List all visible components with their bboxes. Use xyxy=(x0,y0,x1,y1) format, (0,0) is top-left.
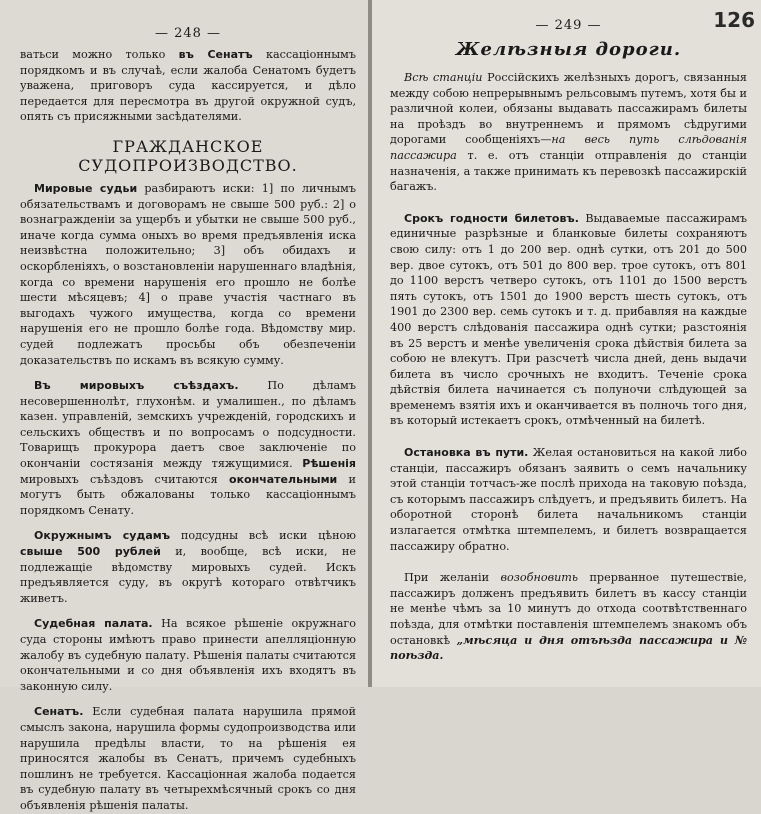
run-in-term: въ Сенатъ xyxy=(178,48,253,61)
page-number: — 249 — xyxy=(535,18,602,33)
right-page xyxy=(372,0,761,687)
paragraph-district-courts: Окружнымъ судамъ подсудны всѣ иски цѣною свыше 500 рублей и, вообще, всѣ иски, не подлежащіе вѣдомству мировыхъ судей. Искъ предъявляется суду, въ округѣ котораго отвѣтчикъ живетъ. xyxy=(20,529,356,605)
paragraph-resume-journey: При желаніи возобновить прерванное путешествіе, пассажиръ долженъ предъявить билетъ въ кассу станціи не менѣе чѣмъ за 10 минутъ до отхода соотвѣтственнаго поѣзда, для отмѣтки поставленія штемпелемъ знакомъ объ остановкѣ „мѣсяца и дня отъѣзда пассажира и № поѣзда. xyxy=(390,571,747,663)
run-in-term: свыше 500 рублей xyxy=(20,545,161,559)
paragraph-stop-en-route: Остановка въ пути. Желая остановиться на какой либо станціи, пассажиръ обязанъ заявить о семъ начальнику этой станціи тотчасъ-же послѣ прихода на таковую поѣзда, съ которымъ пассажиръ слѣдуетъ, и предъявить билетъ. На оборотной сторонѣ билета начальникомъ станціи излагается отмѣтка штемпелемъ, и билетъ возвращается пассажиру обратно. xyxy=(390,446,747,553)
paragraph-railway-stations: Всѣ станціи Россійскихъ желѣзныхъ дорогъ, связанныя между собою непрерывнымъ рельсовымъ путемъ, хотя бы и различной колеи, обязаны выдавать пассажирамъ билеты на проѣздъ во внутреннемъ и прямомъ сѣдругими дорогами сообщеніяхъ—на весь путь слѣдованія пассажира т. е. отъ станціи отправленія до станціи назначенія, а также принимать къ перевозкѣ пассажирскій багажъ. xyxy=(390,71,747,194)
run-in-term: Рѣшенія xyxy=(302,457,356,471)
run-in-term: Окружнымъ судамъ xyxy=(34,529,171,543)
left-page xyxy=(0,0,368,812)
run-in-term: Судебная палата. xyxy=(34,617,153,631)
run-in-term: окончательными xyxy=(229,472,338,486)
run-in-term: Сенатъ. xyxy=(34,705,84,719)
paragraph-senate: Сенатъ. Если судебная палата нарушила прямой смыслъ закона, нарушила формы судопроизводства или нарушила предѣлы власти, то на рѣшенія ея приносятся жалобы въ Сенатъ, причемъ судебныхъ пошлинъ не требуется. Кассаціонная жалоба подается въ судебную палату въ четырехмѣсячный срокъ со дня объявленія рѣшенія палаты. xyxy=(20,705,356,812)
handwritten-page-mark: 126 xyxy=(713,8,755,32)
run-in-term: Срокъ годности билетовъ. xyxy=(404,211,579,225)
paragraph-judicial-chamber: Судебная палата. На всякое рѣшеніе окружнаго суда стороны имѣютъ право принести апелляціонную жалобу въ судебную палату. Рѣшенія палаты считаются окончательными и со дня объявленія ихъ входятъ въ законную силу. xyxy=(20,617,356,693)
run-in-term: Мировые судьи xyxy=(34,181,138,195)
paragraph-ticket-validity: Срокъ годности билетовъ. Выдаваемые пассажирамъ единичные разрѣзные и бланковые билеты сохраняютъ свою силу: отъ 1 до 200 вер. однѣ сутки, отъ 201 до 500 вер. двое сутокъ, отъ 501 до 800 вер. трое сутокъ, отъ 801 до 1100 верстъ четверо сутокъ, отъ 1101 до 1500 верстъ пять сутокъ, отъ 1501 до 1900 верстъ шесть сутокъ, отъ 1901 до 2300 вер. семь сутокъ и т. д. прибавляя на каждые 400 верстъ слѣдованія пассажира однѣ сутки; разстоянія въ 25 верстъ и менѣе увеличенія срока дѣйствія билета за собою не влекутъ. При разсчетѣ числа дней, день выдачи билета въ число срочныхъ не входитъ. Теченіе срока дѣйствія билета начинается съ полуночи слѣдующей за временемъ взятія ихъ и оканчивается въ полночь того дня, въ который истекаетъ срокъ, отмѣченный на билетѣ. xyxy=(390,211,747,428)
paragraph-criminal-cassation: ватьси можно только въ Сенатъ кассаціоннымъ порядкомъ и въ случаѣ, если жалоба Сенатомъ будетъ уважена, приговоръ суда кассируется, и дѣло передается для пересмотра въ другой окружной судъ, опять съ присяжными засѣдателями. xyxy=(20,48,356,124)
run-in-term: Въ мировыхъ съѣздахъ. xyxy=(34,379,239,393)
paragraph-peace-congresses: Въ мировыхъ съѣздахъ. По дѣламъ несовершеннолѣт, глухонѣм. и умалишен., по дѣламъ казен. управленій, земскихъ учрежденій, городскихъ и сельскихъ обществъ и по вопросамъ о подсудности. Товарищъ прокурора даетъ свое заключеніе по окончаніи состязанія между тяжущимися. Рѣшенія мировыхъ съѣздовъ считаются окончательными и могутъ быть обжалованы только кассаціоннымъ порядкомъ Сенату. xyxy=(20,379,356,517)
page-number: — 248 — xyxy=(154,26,222,41)
section-heading: ГРАЖДАНСКОЕ СУДОПРОИЗВОДСТВО. xyxy=(78,136,298,175)
section-heading: Желѣзныя дороги. xyxy=(455,39,682,60)
run-in-term: Остановка въ пути. xyxy=(404,446,529,460)
paragraph-justices-of-peace: Мировые судьи разбираютъ иски: 1] по личнымъ обязательствамъ и договорамъ не свыше 500 руб.: 2] о вознагражденіи за ущербъ и убытки не свыше 500 руб., иначе когда сумма оныхъ во время предъявленія иска неизвѣстна положительно; 3] объ обидахъ и оскорбленіяхъ, о возстановленіи нарушеннаго владѣнія, когда со времени нарушенія его прошло не болѣе шести мѣсяцевъ; 4] о праве участія частнаго въ выгодахъ чужого имущества, когда со времени нарушенія его не прошло болѣе года. Вѣдомству мир. судей подлежатъ просьбы объ обезпеченіи доказательствъ по искамъ въ всякую сумму. xyxy=(20,181,356,367)
